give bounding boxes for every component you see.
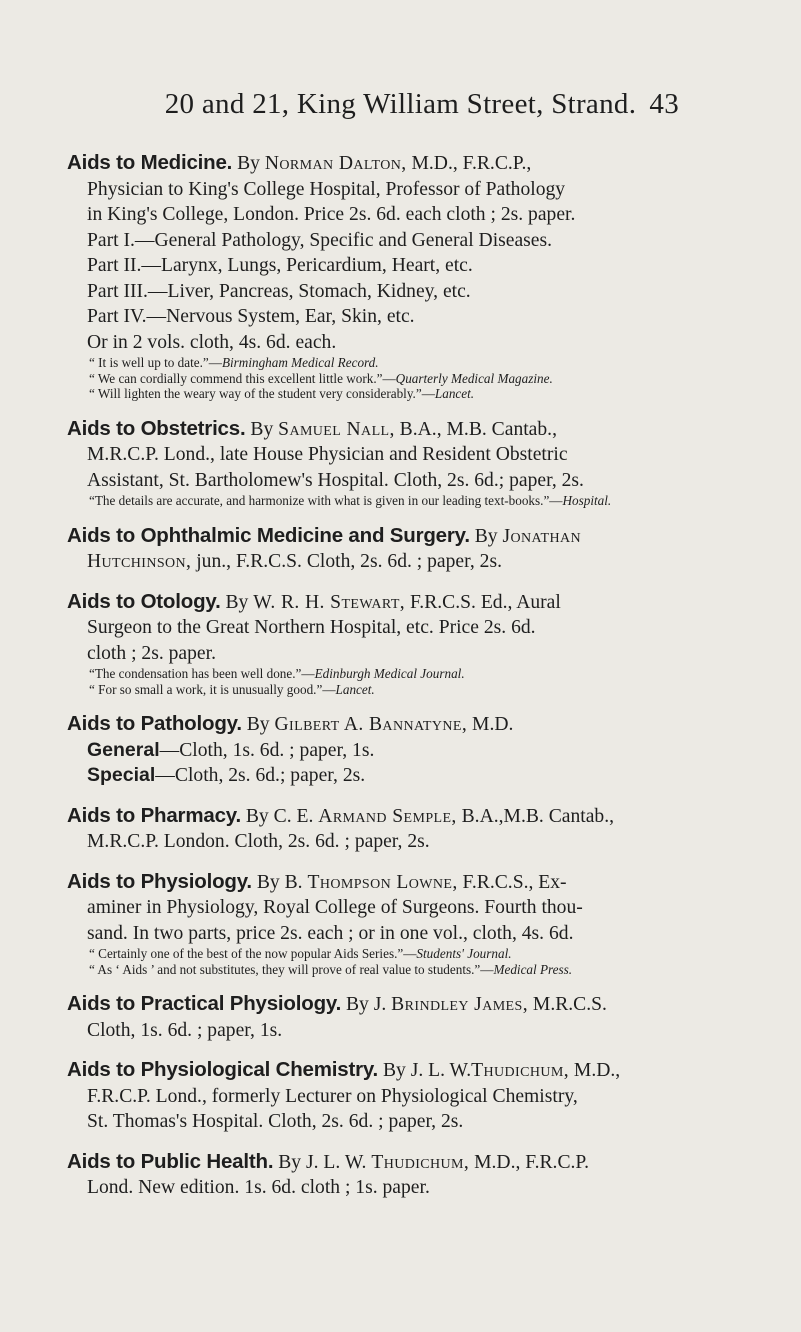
- review-source: Hospital.: [562, 493, 612, 508]
- entry-credentials: M.D., F.R.C.P.,: [406, 153, 532, 174]
- entry-by: By J. L. W.: [382, 1060, 472, 1081]
- entry-author: Thudichum,: [471, 1060, 570, 1081]
- entry-by: By B.: [256, 871, 308, 893]
- entry-by: By: [246, 714, 275, 735]
- entry-text: aminer in Physiology, Royal College of Surgeons. Fourth thou-: [87, 897, 583, 918]
- review-text: “ It is well up to date.”—: [89, 355, 222, 370]
- entry-by: By: [237, 153, 265, 174]
- entry-credentials: B.A.,M.B. Cantab.,: [456, 805, 615, 827]
- entry-author: Jonathan: [502, 525, 581, 547]
- entry-author: Samuel Nall,: [278, 418, 395, 440]
- entry-credentials: F.R.C.S. Ed., Aural: [405, 591, 561, 613]
- review-quote: [67, 946, 707, 962]
- review-text: “The condensation has been well done.”—: [89, 666, 315, 681]
- catalogue-entry: [67, 803, 707, 855]
- catalogue-entry: [67, 416, 707, 509]
- entry-text: Physician to King's College Hospital, Professor of Pathology: [87, 178, 566, 200]
- entry-credentials: M.D.: [467, 714, 514, 735]
- entry-author: Gilbert A. Bannatyne,: [274, 714, 468, 735]
- entry-text: St. Thomas's Hospital. Cloth, 2s. 6d. ; paper, 2s.: [87, 1111, 464, 1132]
- entry-author: Brindley James,: [391, 994, 528, 1015]
- review-text: “The details are accurate, and harmonize with what is given in our leading text-books.”—: [89, 493, 563, 508]
- entry-by: By J.: [345, 994, 392, 1015]
- entry-text: Assistant, St. Bartholomew's Hospital. Cloth, 2s. 6d.; paper, 2s.: [87, 469, 584, 491]
- entry-author-surname: Hutchinson,: [87, 551, 192, 572]
- review-source: Lancet.: [335, 681, 375, 697]
- page-number: 43: [649, 88, 679, 120]
- header-title: 20 and 21, King William Street, Strand.: [164, 88, 637, 120]
- review-text: “ As ‘ Aids ’ and not substitutes, they will prove of real value to students.”—: [89, 961, 494, 977]
- review-source: Quarterly Medical Magazine.: [395, 370, 553, 386]
- entry-text: Surgeon to the Great Northern Hospital, etc. Price 2s. 6d.: [87, 617, 536, 638]
- review-quote: [67, 682, 707, 698]
- catalogue-list: [67, 150, 707, 1215]
- entry-author: Norman Dalton,: [264, 153, 407, 174]
- catalogue-entry: [67, 1057, 707, 1135]
- entry-title: Aids to Obstetrics.: [67, 416, 246, 440]
- review-quote: [67, 355, 707, 371]
- entry-by: By: [474, 525, 503, 547]
- subvolume-price: —Cloth, 2s. 6d.; paper, 2s.: [155, 765, 366, 786]
- entry-title: Aids to Pathology.: [67, 712, 242, 735]
- entry-title: Aids to Otology.: [67, 589, 221, 613]
- entry-credentials: F.R.C.S., Ex-: [457, 871, 567, 893]
- entry-credentials: B.A., M.B. Cantab.,: [394, 418, 557, 440]
- entry-by: By C. E.: [245, 805, 319, 827]
- entry-text: [67, 549, 707, 575]
- entry-title: Aids to Ophthalmic Medicine and Surgery.: [67, 523, 470, 547]
- review-source: Medical Press.: [493, 961, 573, 977]
- entry-text: sand. In two parts, price 2s. each ; or in one vol., cloth, 4s. 6d.: [87, 922, 574, 944]
- review-text: “ For so small a work, it is unusually good.”—: [89, 681, 336, 697]
- entry-part: Or in 2 vols. cloth, 4s. 6d. each.: [87, 331, 337, 353]
- catalogue-entry: [67, 711, 707, 789]
- review-quote: [67, 666, 707, 682]
- running-header: [0, 88, 801, 121]
- review-source: Lancet.: [434, 386, 475, 401]
- entry-text: Lond. New edition. 1s. 6d. cloth ; 1s. paper.: [87, 1177, 430, 1198]
- catalogue-entry: [67, 869, 707, 978]
- review-text: “ Will lighten the weary way of the student very considerably.”—: [89, 386, 435, 401]
- review-source: Edinburgh Medical Journal.: [314, 666, 465, 681]
- entry-subvolume: [67, 763, 707, 789]
- entry-details: jun., F.R.C.S. Cloth, 2s. 6d. ; paper, 2s.: [191, 551, 502, 572]
- entry-author: Armand Semple,: [318, 805, 457, 827]
- entry-title: Aids to Medicine.: [67, 151, 233, 174]
- entry-title: Aids to Physiological Chemistry.: [67, 1058, 379, 1081]
- entry-author: Thudichum,: [371, 1151, 470, 1173]
- entry-text: M.R.C.P. Lond., late House Physician and Resident Obstetric: [87, 444, 568, 465]
- entry-text: in King's College, London. Price 2s. 6d. each cloth ; 2s. paper.: [87, 204, 576, 225]
- entry-text: cloth ; 2s. paper.: [87, 642, 216, 664]
- entry-by: By: [225, 591, 254, 613]
- entry-title: Aids to Physiology.: [67, 869, 252, 893]
- review-source: Birmingham Medical Record.: [221, 355, 379, 370]
- entry-title: Aids to Pharmacy.: [67, 803, 241, 827]
- catalogue-entry: [67, 523, 707, 575]
- review-source: Students' Journal.: [416, 946, 512, 961]
- entry-text: F.R.C.P. Lond., formerly Lecturer on Physiological Chemistry,: [87, 1085, 578, 1107]
- subvolume-title: Special: [87, 764, 156, 786]
- entry-title: Aids to Practical Physiology.: [67, 992, 342, 1015]
- entry-credentials: M.D.,: [569, 1060, 621, 1081]
- review-text: “ We can cordially commend this excellent little work.”—: [89, 370, 396, 386]
- entry-author: Thompson Lowne,: [307, 871, 458, 893]
- entry-part: Part II.—Larynx, Lungs, Pericardium, Heart, etc.: [87, 255, 473, 276]
- review-text: “ Certainly one of the best of the now popular Aids Series.”—: [89, 946, 417, 961]
- entry-subvolume: [67, 738, 707, 764]
- review-quote: [67, 371, 707, 387]
- entry-title: Aids to Public Health.: [67, 1149, 274, 1173]
- catalogue-entry: [67, 150, 707, 402]
- subvolume-title: General: [87, 738, 160, 761]
- catalogue-entry: [67, 1149, 707, 1201]
- entry-credentials: M.D., F.R.C.P.: [469, 1151, 590, 1173]
- catalogue-entry: [67, 589, 707, 698]
- catalogue-entry: [67, 991, 707, 1043]
- entry-by: By: [250, 418, 279, 440]
- entry-part: Part IV.—Nervous System, Ear, Skin, etc.: [87, 306, 415, 327]
- entry-credentials: M.R.C.S.: [528, 994, 607, 1015]
- review-quote: [67, 493, 707, 509]
- entry-part: Part III.—Liver, Pancreas, Stomach, Kidney, etc.: [87, 280, 471, 302]
- entry-text: Cloth, 1s. 6d. ; paper, 1s.: [87, 1019, 283, 1041]
- entry-author: W. R. H. Stewart,: [253, 591, 406, 613]
- entry-part: Part I.—General Pathology, Specific and General Diseases.: [87, 229, 553, 251]
- entry-text: M.R.C.P. London. Cloth, 2s. 6d. ; paper, 2s.: [87, 831, 430, 852]
- review-quote: [67, 386, 707, 402]
- entry-by: By J. L. W.: [278, 1151, 372, 1173]
- subvolume-price: —Cloth, 1s. 6d. ; paper, 1s.: [159, 739, 375, 761]
- review-quote: [67, 962, 707, 978]
